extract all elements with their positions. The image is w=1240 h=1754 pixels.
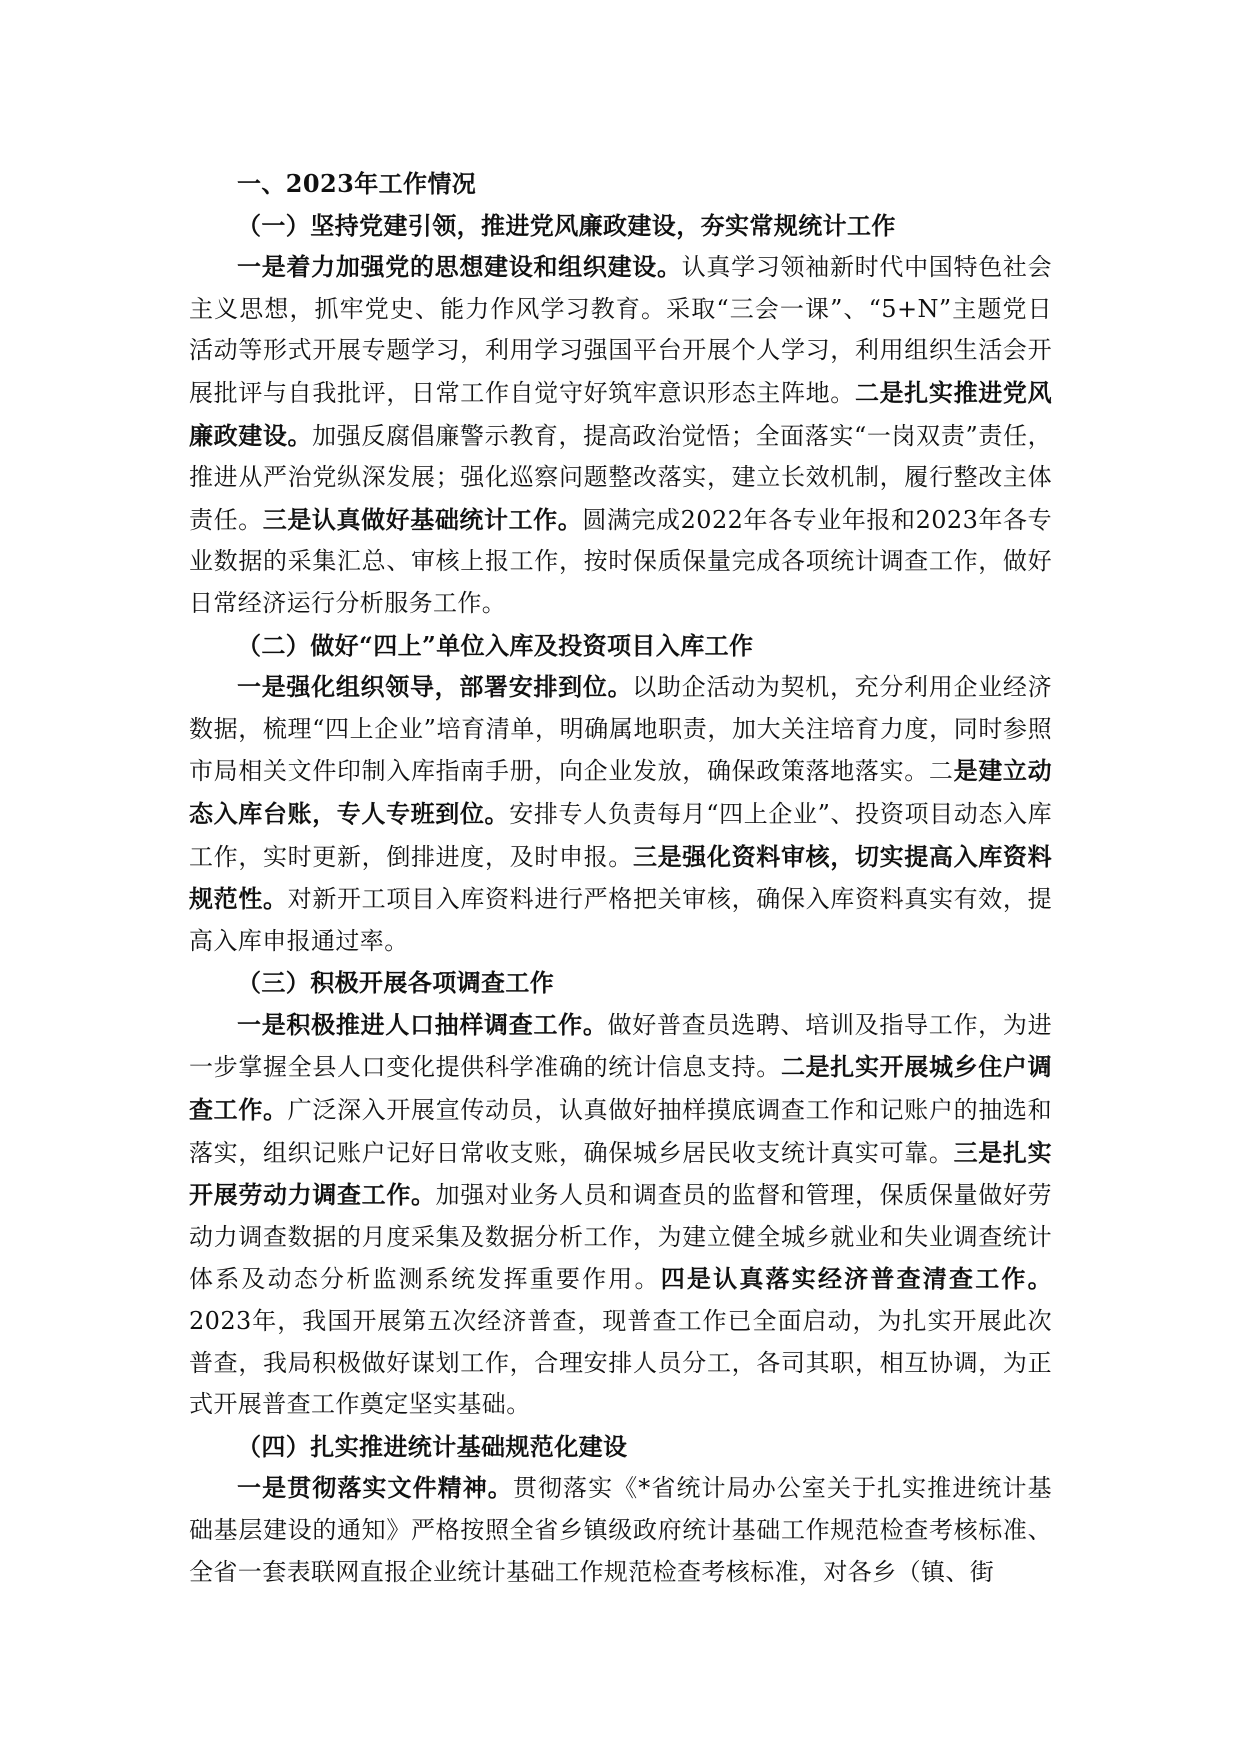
bold-lead-1-2: 二是扎实推进党风廉政建设。 xyxy=(189,377,1052,450)
subsection-heading-3: （三）积极开展各项调查工作 xyxy=(237,968,555,998)
para-text-2-1: 以助企活动为契机，充分利用企业经济数据，梳理“四上企业”培育清单，明确属地职责，加大关注培育力度，同时参照市局相关文件印制入库指南手册，向企业发放，确保政策落地落实。二 xyxy=(189,673,1052,786)
bold-lead-3-3: 三是扎实开展劳动力调查工作。 xyxy=(189,1137,1052,1210)
para-text-3-2: 广泛深入开展宣传动员，认真做好抽样摸底调查工作和记账户的抽选和落实，组织记账户记好日常收支账，确保城乡居民收支统计真实可靠。 xyxy=(189,1096,1052,1167)
para-text-3-3: 加强对业务人员和调查员的监督和管理，保质保量做好劳动力调查数据的月度采集及数据分析工作，为建立健全城乡就业和失业调查统计体系及动态分析监测系统发挥重要作用。 xyxy=(189,1181,1053,1294)
paragraph-4 xyxy=(189,1467,1052,1593)
subsection-heading-2: （二）做好“四上”单位入库及投资项目入库工作 xyxy=(237,630,754,660)
para-text-3-4: 2023年，我国开展第五次经济普查，现普查工作已全面启动，为扎实开展此次普查，我局积极做好谋划工作，合理安排人员分工，各司其职，相互协调，为正式开展普查工作奠定坚实基础。 xyxy=(189,1307,1052,1419)
para-text-1-1: 认真学习领袖新时代中国特色社会主义思想，抓牢党史、能力作风学习教育。采取“三会一课”、“5+N”主题党日活动等形式开展专题学习，利用学习强国平台开展个人学习，利用组织生活会开展批评与自我批评，日常工作自觉守好筑牢意识形态主阵地。 xyxy=(189,253,1053,407)
subsection-heading-1: （一）坚持党建引领，推进党风廉政建设，夯实常规统计工作 xyxy=(237,210,896,240)
bold-lead-1-3: 三是认真做好基础统计工作。 xyxy=(262,504,583,534)
bold-lead-2-2: 是建立动态入库台账，专人专班到位。 xyxy=(189,756,1052,828)
document-page xyxy=(189,163,1052,1593)
para-text-2-3: 对新开工项目入库资料进行严格把关审核，确保入库资料真实有效，提高入库申报通过率。 xyxy=(189,885,1052,955)
bold-lead-3-2: 二是扎实开展城乡住户调查工作。 xyxy=(189,1052,1052,1125)
para-text-1-3: 圆满完成2022年各专业年报和2023年各专业数据的采集汇总、审核上报工作，按时保质保量完成各项统计调查工作，做好日常经济运行分析服务工作。 xyxy=(189,505,1052,617)
paragraph-1 xyxy=(189,246,1052,624)
bold-lead-3-1: 一是积极推进人口抽样调查工作。 xyxy=(237,1009,608,1039)
section-heading: 一、2023年工作情况 xyxy=(237,169,477,198)
bold-lead-2-1: 一是强化组织领导，部署安排到位。 xyxy=(237,672,633,702)
bold-lead-3-4: 四是认真落实经济普查清查工作。 xyxy=(660,1264,1053,1294)
para-text-4-1: 贯彻落实《*省统计局办公室关于扎实推进统计基础基层建设的通知》严格按照全省乡镇级政府统计基础工作规范检查考核标准、全省一套表联网直报企业统计基础工作规范检查考核标准，对各乡（镇、街 xyxy=(189,1474,1052,1586)
bold-lead-2-3: 三是强化资料审核，切实提高入库资料规范性。 xyxy=(189,841,1052,914)
para-text-2-2: 安排专人负责每月“四上企业”、投资项目动态入库工作，实时更新，倒排进度，及时申报。 xyxy=(189,799,1052,871)
subsection-heading-4: （四）扎实推进统计基础规范化建设 xyxy=(237,1431,628,1461)
para-text-3-1: 做好普查员选聘、培训及指导工作，为进一步掌握全县人口变化提供科学准确的统计信息支持。 xyxy=(189,1010,1052,1082)
bold-lead-1-1: 一是着力加强党的思想建设和组织建设。 xyxy=(237,252,682,282)
paragraph-3 xyxy=(189,1004,1052,1426)
para-text-1-2: 加强反腐倡廉警示教育，提高政治觉悟；全面落实“一岗双责”责任，推进从严治党纵深发展；强化巡察问题整改落实，建立长效机制，履行整改主体责任。 xyxy=(189,421,1053,534)
paragraph-2 xyxy=(189,666,1052,962)
bold-lead-4-1: 一是贯彻落实文件精神。 xyxy=(237,1473,513,1503)
